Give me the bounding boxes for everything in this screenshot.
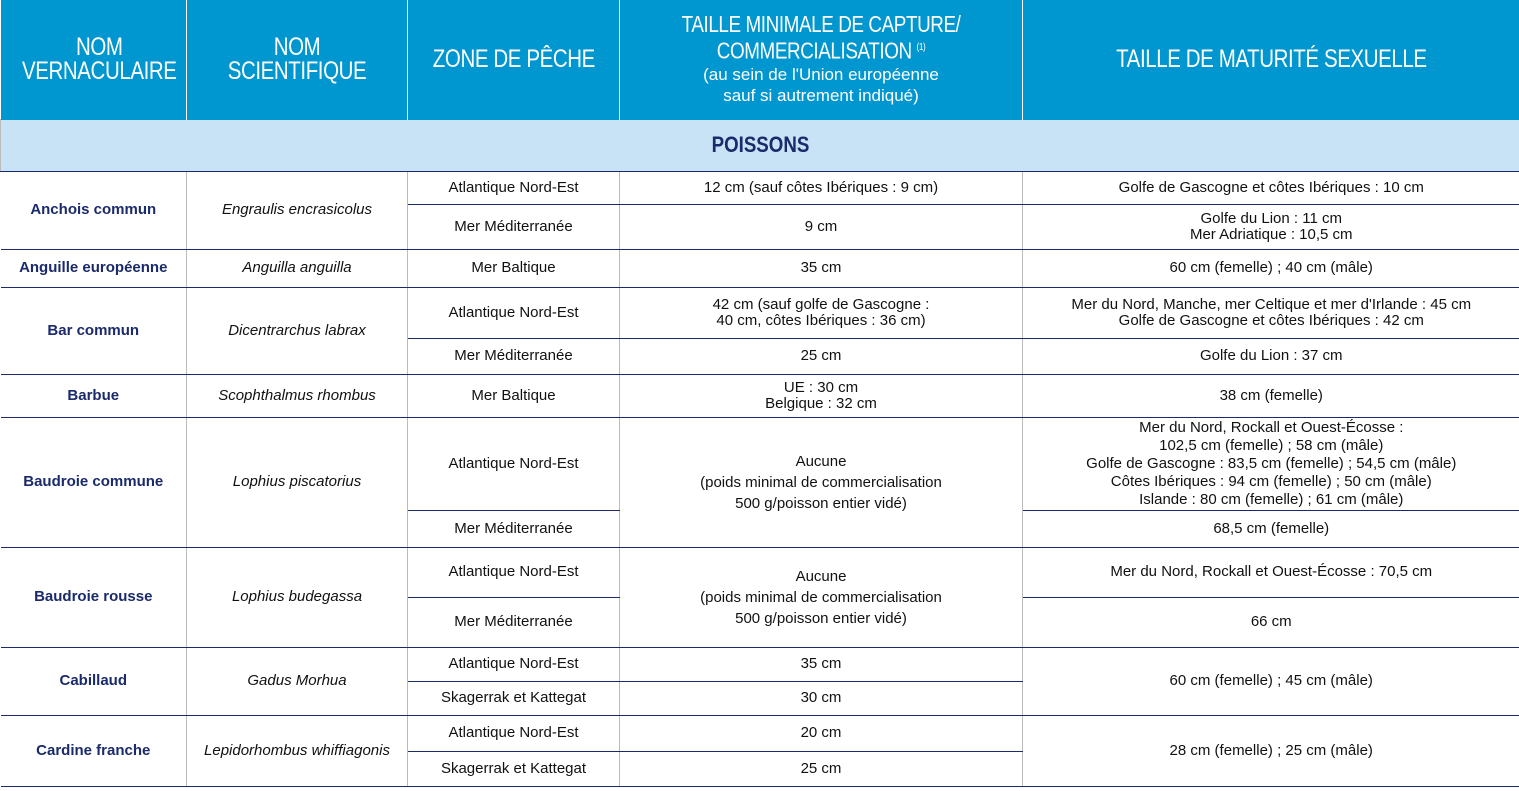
footnote-marker: (1): [916, 41, 926, 53]
maturity-size: 60 cm (femelle) ; 40 cm (mâle): [1023, 249, 1519, 287]
table-row: [1, 715, 1519, 751]
minimum-size: Aucune (poids minimal de commercialisation 500 g/poisson entier vidé): [620, 417, 1023, 547]
scientific-name: Anguilla anguilla: [187, 249, 408, 287]
header-vernacular-name: NOM VERNACULAIRE: [1, 0, 187, 119]
minimum-size: 20 cm: [620, 715, 1023, 751]
section-title: POISSONS: [1, 119, 1519, 171]
header-scientific-name: NOM SCIENTIFIQUE: [187, 0, 408, 119]
maturity-size: Golfe de Gascogne et côtes Ibériques : 10 cm: [1023, 171, 1519, 204]
minimum-size: Aucune (poids minimal de commercialisation 500 g/poisson entier vidé): [620, 547, 1023, 647]
vernacular-name: Bar commun: [1, 287, 187, 374]
fishing-zone: Atlantique Nord-Est: [408, 171, 620, 204]
scientific-name: Scophthalmus rhombus: [187, 374, 408, 417]
vernacular-name: Barbue: [1, 374, 187, 417]
fishing-zone: Mer Méditerranée: [408, 597, 620, 647]
scientific-name: Lophius piscatorius: [187, 417, 408, 547]
scientific-name: Engraulis encrasicolus: [187, 171, 408, 249]
fishing-zone: Atlantique Nord-Est: [408, 647, 620, 681]
table-row: [1, 249, 1519, 287]
maturity-size: 66 cm: [1023, 597, 1519, 647]
minimum-size: 30 cm: [620, 681, 1023, 715]
fishing-zone: Skagerrak et Kattegat: [408, 751, 620, 786]
maturity-size: 28 cm (femelle) ; 25 cm (mâle): [1023, 715, 1519, 786]
fishing-zone: Atlantique Nord-Est: [408, 417, 620, 510]
minimum-size: 25 cm: [620, 338, 1023, 374]
maturity-size: Mer du Nord, Manche, mer Celtique et mer d'Irlande : 45 cm Golfe de Gascogne et côtes Ibériques : 42 cm: [1023, 287, 1519, 338]
minimum-size: 35 cm: [620, 249, 1023, 287]
header-row: [1, 0, 1519, 119]
maturity-size: 68,5 cm (femelle): [1023, 510, 1519, 547]
maturity-size: Golfe du Lion : 37 cm: [1023, 338, 1519, 374]
scientific-name: Lophius budegassa: [187, 547, 408, 647]
vernacular-name: Baudroie rousse: [1, 547, 187, 647]
table-row: [1, 547, 1519, 597]
fishing-zone: Skagerrak et Kattegat: [408, 681, 620, 715]
minimum-size: 9 cm: [620, 204, 1023, 249]
minimum-size: 12 cm (sauf côtes Ibériques : 9 cm): [620, 171, 1023, 204]
fishing-zone: Mer Méditerranée: [408, 204, 620, 249]
table-row: [1, 374, 1519, 417]
fishing-zone: Mer Baltique: [408, 374, 620, 417]
table-row: [1, 417, 1519, 510]
vernacular-name: Anchois commun: [1, 171, 187, 249]
scientific-name: Gadus Morhua: [187, 647, 408, 715]
table-row: [1, 647, 1519, 681]
vernacular-name: Cardine franche: [1, 715, 187, 786]
maturity-size: Golfe du Lion : 11 cm Mer Adriatique : 10,5 cm: [1023, 204, 1519, 249]
header-fishing-zone: ZONE DE PÊCHE: [408, 0, 620, 119]
vernacular-name: Anguille européenne: [1, 249, 187, 287]
fishing-zone: Atlantique Nord-Est: [408, 287, 620, 338]
table-row: [1, 171, 1519, 204]
table-row: [1, 287, 1519, 338]
fishing-zone: Atlantique Nord-Est: [408, 715, 620, 751]
maturity-size: 60 cm (femelle) ; 45 cm (mâle): [1023, 647, 1519, 715]
vernacular-name: Baudroie commune: [1, 417, 187, 547]
minimum-size: 25 cm: [620, 751, 1023, 786]
fishing-zone: Mer Baltique: [408, 249, 620, 287]
header-minimum-size: TAILLE MINIMALE DE CAPTURE/ COMMERCIALISATION $^{(1)}$ (au sein de l'Union européenne sauf si autrement indiqué): [620, 0, 1023, 119]
fishing-zone: Mer Méditerranée: [408, 338, 620, 374]
section-row: [1, 119, 1519, 171]
scientific-name: Dicentrarchus labrax: [187, 287, 408, 374]
maturity-size: Mer du Nord, Rockall et Ouest-Écosse : 102,5 cm (femelle) ; 58 cm (mâle) Golfe de Gascogne : 83,5 cm (femelle) ; 54,5 cm (mâle) Côtes Ibériques : 94 cm (femelle) ; 50 cm (mâle) Islande : 80 cm (femelle) ; 61 cm (mâle): [1023, 417, 1519, 510]
maturity-size: Mer du Nord, Rockall et Ouest-Écosse : 70,5 cm: [1023, 547, 1519, 597]
minimum-size: UE : 30 cm Belgique : 32 cm: [620, 374, 1023, 417]
vernacular-name: Cabillaud: [1, 647, 187, 715]
header-maturity-size: TAILLE DE MATURITÉ SEXUELLE: [1023, 0, 1519, 119]
fishing-zone: Atlantique Nord-Est: [408, 547, 620, 597]
minimum-size: 35 cm: [620, 647, 1023, 681]
minimum-size: 42 cm (sauf golfe de Gascogne : 40 cm, côtes Ibériques : 36 cm): [620, 287, 1023, 338]
fishing-zone: Mer Méditerranée: [408, 510, 620, 547]
maturity-size: 38 cm (femelle): [1023, 374, 1519, 417]
scientific-name: Lepidorhombus whiffiagonis: [187, 715, 408, 786]
